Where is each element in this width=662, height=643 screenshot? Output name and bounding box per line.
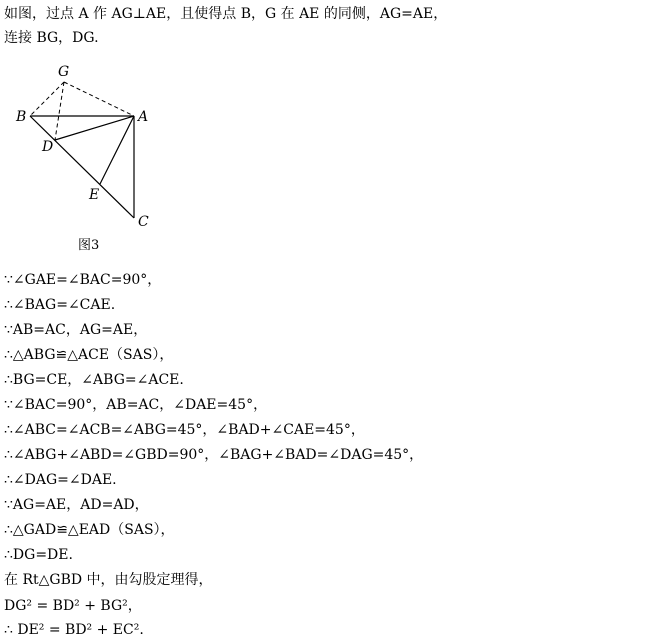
point-label-G: G bbox=[58, 64, 70, 80]
point-label-C: C bbox=[138, 214, 149, 230]
proof-line: ∴△GAD≌△EAD（SAS）， bbox=[4, 522, 175, 538]
point-label-A: A bbox=[138, 109, 149, 125]
segment-GA bbox=[64, 82, 134, 116]
proof-equation: ∴ DE² = BD² + EC². bbox=[4, 622, 144, 638]
intro-line-2: 连接 BG，DG. bbox=[4, 30, 99, 46]
point-label-B: B bbox=[16, 109, 27, 125]
segment-AE bbox=[100, 116, 134, 184]
proof-line: ∴DG=DE. bbox=[4, 547, 73, 563]
point-label-D: D bbox=[42, 139, 54, 155]
proof-line: ∵AG=AE，AD=AD， bbox=[4, 497, 149, 513]
intro-line-1: 如图，过点 A 作 AG⊥AE，且使得点 B，G 在 AE 的同侧，AG=AE， bbox=[4, 6, 448, 22]
point-label-E: E bbox=[89, 187, 100, 203]
proof-line: ∴BG=CE，∠ABG=∠ACE. bbox=[4, 372, 184, 388]
triangle-diagram bbox=[0, 58, 200, 258]
proof-line: ∴△ABG≌△ACE（SAS）， bbox=[4, 347, 174, 363]
segment-AD bbox=[55, 116, 134, 140]
proof-line: ∵∠BAC=90°，AB=AC，∠DAE=45°， bbox=[4, 397, 268, 413]
segment-GB bbox=[30, 82, 64, 116]
proof-line: ∵AB=AC，AG=AE， bbox=[4, 322, 148, 338]
proof-line: ∴∠DAG=∠DAE. bbox=[4, 472, 117, 488]
proof-equation: DG² = BD² + BG²， bbox=[4, 598, 142, 614]
proof-line: ∴∠ABG+∠ABD=∠GBD=90°，∠BAG+∠BAD=∠DAG=45°， bbox=[4, 447, 424, 463]
proof-line: ∴∠BAG=∠CAE. bbox=[4, 297, 116, 313]
figure-caption: 图3 bbox=[78, 238, 100, 253]
proof-line: 在 Rt△GBD 中，由勾股定理得， bbox=[4, 572, 213, 588]
segment-GD bbox=[55, 82, 64, 140]
proof-line: ∴∠ABC=∠ACB=∠ABG=45°，∠BAD+∠CAE=45°， bbox=[4, 422, 365, 438]
geometry-figure bbox=[0, 58, 200, 258]
proof-line: ∵∠GAE=∠BAC=90°， bbox=[4, 272, 162, 288]
